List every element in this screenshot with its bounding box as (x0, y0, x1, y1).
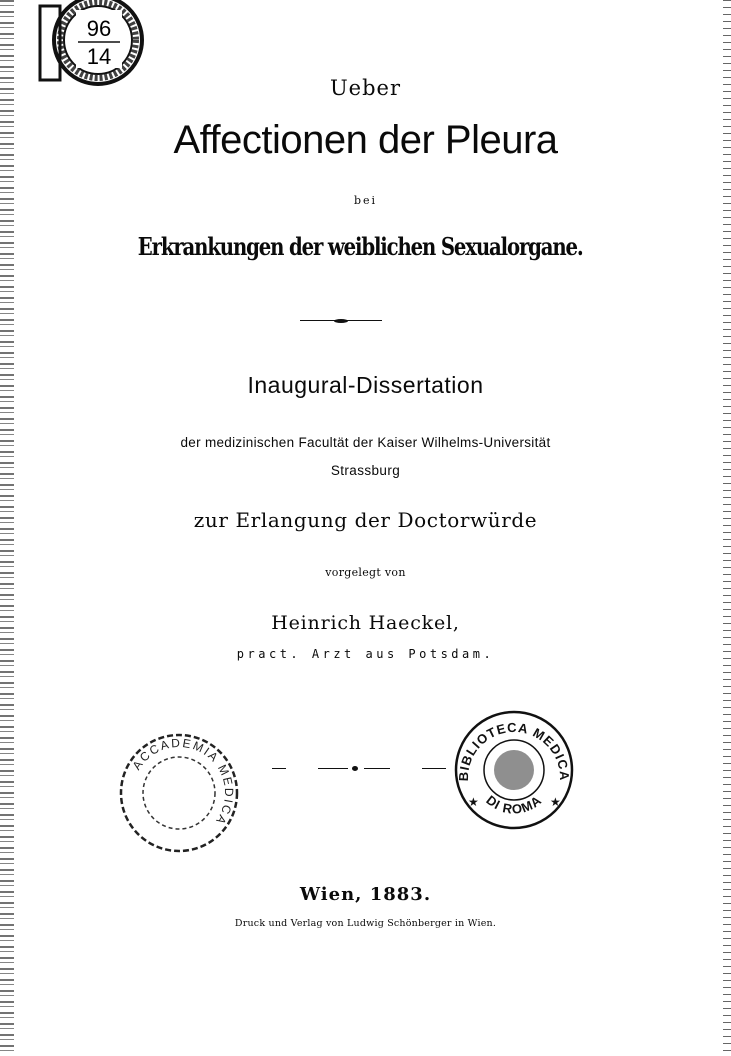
shelfmark-top: 96 (86, 16, 112, 41)
accademia-stamp-icon (116, 730, 242, 856)
svg-text:★: ★ (468, 795, 479, 809)
svg-text:★: ★ (550, 795, 561, 809)
imprint-place-year: Wien, 1883. (299, 884, 432, 905)
submitted-by: vorgelegt von (325, 566, 406, 579)
biblioteca-stamp-text: BIBLIOTECA MEDICA (455, 719, 573, 782)
biblioteca-stamp-city: DI ROMA (483, 792, 545, 817)
ornamental-rule (300, 320, 382, 321)
imprint-printer: Druck und Verlag von Ludwig Schönberger in Wien. (234, 918, 497, 929)
shelfmark-bottom: 14 (86, 44, 112, 69)
degree-purpose: zur Erlangung der Doctorwürde (193, 508, 538, 532)
library-stamp-top-icon (36, 0, 162, 88)
author-name: Heinrich Haeckel, (271, 612, 460, 634)
svg-text:DI ROMA (483, 792, 544, 817)
subtitle: Erkrankungen der weiblichen Sexualorgane. (137, 232, 583, 261)
university-city: Strassburg (330, 463, 401, 478)
dissertation-heading: Inaugural-Dissertation (247, 372, 484, 398)
title-connector: bei (353, 194, 378, 207)
svg-text:ACCADEMIA MEDICA (129, 736, 236, 829)
accademia-stamp-text: ACCADEMIA MEDICA (129, 735, 237, 829)
ornamental-rule-lower (272, 768, 450, 769)
biblioteca-stamp-icon (452, 708, 576, 832)
author-info: pract. Arzt aus Potsdam. (236, 647, 495, 661)
faculty-line: der medizinischen Facultät der Kaiser Wilhelms-Universität (180, 435, 551, 450)
main-title: Affectionen der Pleura (173, 118, 558, 162)
pre-title: Ueber (329, 76, 402, 100)
